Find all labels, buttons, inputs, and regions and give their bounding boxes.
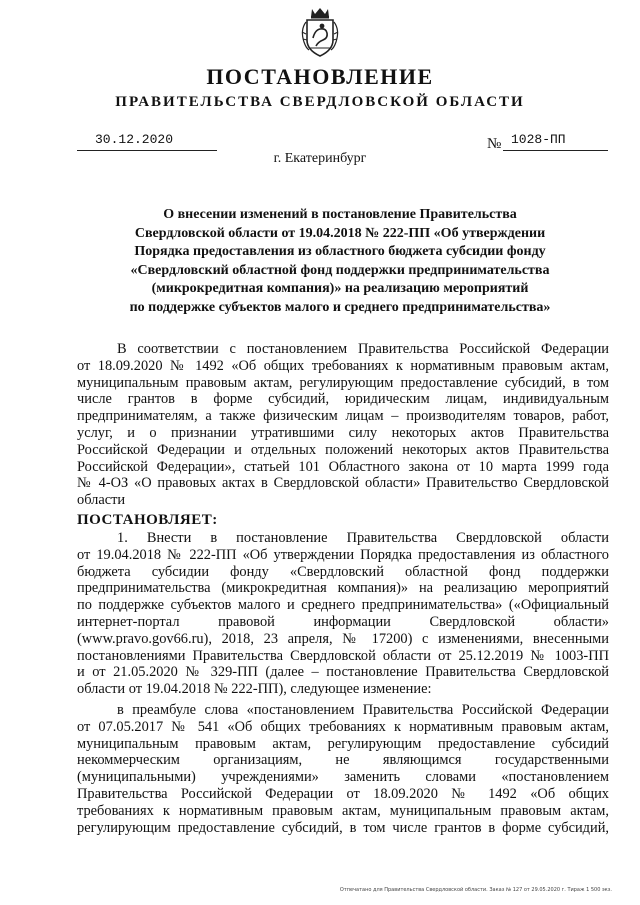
text-line: от 19.04.2018 № 222-ПП «Об утверждении Порядка предоставления из областного (77, 546, 609, 563)
document-city: г. Екатеринбург (273, 151, 367, 166)
text-line: предпринимательства (микрокредитная компания)» на реализацию мероприятий (77, 580, 609, 597)
item-2-paragraph (77, 702, 609, 836)
sverdlovsk-coat-of-arms-icon (298, 6, 342, 58)
text-line: Правительства Российской Федерации от 18.09.2020 № 1492 «Об общих (77, 785, 609, 802)
text-line: Российской Федерации и отдельных положений некоторых актов Правительства (77, 441, 609, 458)
heading-line: Порядка предоставления из областного бюджета субсидии фонду (134, 244, 546, 260)
text-line: и от 21.05.2020 № 329-ПП (далее – постановление Правительства Свердловской (77, 664, 609, 681)
text-line: от 07.05.2017 № 541 «Об общих требованиях к нормативным правовым актам, (77, 718, 609, 735)
text-line: муниципальным правовым актам, регулирующим предоставление субсидий, в том (77, 374, 609, 391)
document-date: 30.12.2020 (77, 132, 217, 151)
text-line: услуг, и о признании утратившими силу некоторых актов Правительства (77, 424, 609, 441)
text-line: в преамбуле слова «постановлением Правительства Российской Федерации (117, 702, 609, 718)
text-line: (www.pravo.gov66.ru), 2018, 23 апреля, № 17200) с изменениями, внесенными (77, 630, 609, 647)
heading-line: Свердловской области от 19.04.2018 № 222-ПП «Об утверждении (134, 225, 546, 241)
text-line: 1. Внести в постановление Правительства Свердловской области (117, 530, 609, 546)
text-line: предпринимателям, а также физическим лицам – производителям товаров, работ, (77, 408, 609, 425)
text-line: по поддержке субъектов малого и среднего предпринимательства» («Официальный (77, 597, 609, 614)
text-line: регулирующим предоставление субсидий, в том числе грантов в форме субсидий, (77, 819, 609, 836)
heading-line: О внесении изменений в постановление Правительства (163, 207, 517, 222)
text-line: числе грантов в форме субсидий, юридическим лицам, индивидуальным (77, 391, 609, 408)
text-line: от 18.09.2020 № 1492 «Об общих требованиях к нормативным правовым актам, (77, 357, 609, 374)
text-line: муниципальным правовым актам, регулирующим предоставление субсидий (77, 735, 609, 752)
heading-line: «Свердловский областной фонд поддержки предпринимательства (130, 262, 550, 278)
heading-line: по поддержке субъектов малого и среднего предпринимательства» (129, 299, 551, 315)
heading-line: (микрокредитная компания)» на реализацию мероприятий (151, 281, 529, 297)
text-line: интернет-портал правовой информации Свердловской области» (77, 613, 609, 630)
print-footer: Отпечатано для Правительства Свердловской области. Заказ № 127 от 29.05.2020 г. Тираж 1 500 экз. (339, 887, 612, 893)
number-label: № (487, 136, 502, 152)
document-number: 1028-ПП (503, 132, 608, 151)
resolve-word: ПОСТАНОВЛЯЕТ: (77, 512, 218, 528)
text-line: Российской Федерации», статьей 101 Областного закона от 10 марта 1999 года (77, 458, 609, 475)
preamble-paragraph (77, 341, 609, 509)
text-line: требованиях к нормативным правовым актам, муниципальным правовым актам, (77, 802, 609, 819)
text-line: некоммерческим организациям, не являющимся государственными (77, 752, 609, 769)
text-line: области (77, 492, 126, 509)
document-heading (90, 206, 590, 318)
text-line: постановлениями Правительства Свердловской области от 25.12.2019 № 1003-ПП (77, 647, 609, 664)
page-title: ПОСТАНОВЛЕНИЕ (206, 64, 434, 89)
text-line: В соответствии с постановлением Правительства Российской Федерации (117, 341, 609, 357)
text-line: области от 19.04.2018 № 222-ПП), следующее изменение: (77, 681, 432, 698)
text-line: № 4-ОЗ «О правовых актах в Свердловской области» Правительство Свердловской (77, 475, 609, 492)
text-line: (муниципальными) учреждениями» заменить словами «постановлением (77, 769, 609, 786)
page-subtitle: ПРАВИТЕЛЬСТВА СВЕРДЛОВСКОЙ ОБЛАСТИ (115, 94, 525, 110)
text-line: бюджета субсидии фонду «Свердловский областной фонд поддержки (77, 563, 609, 580)
item-1-paragraph (77, 530, 609, 698)
